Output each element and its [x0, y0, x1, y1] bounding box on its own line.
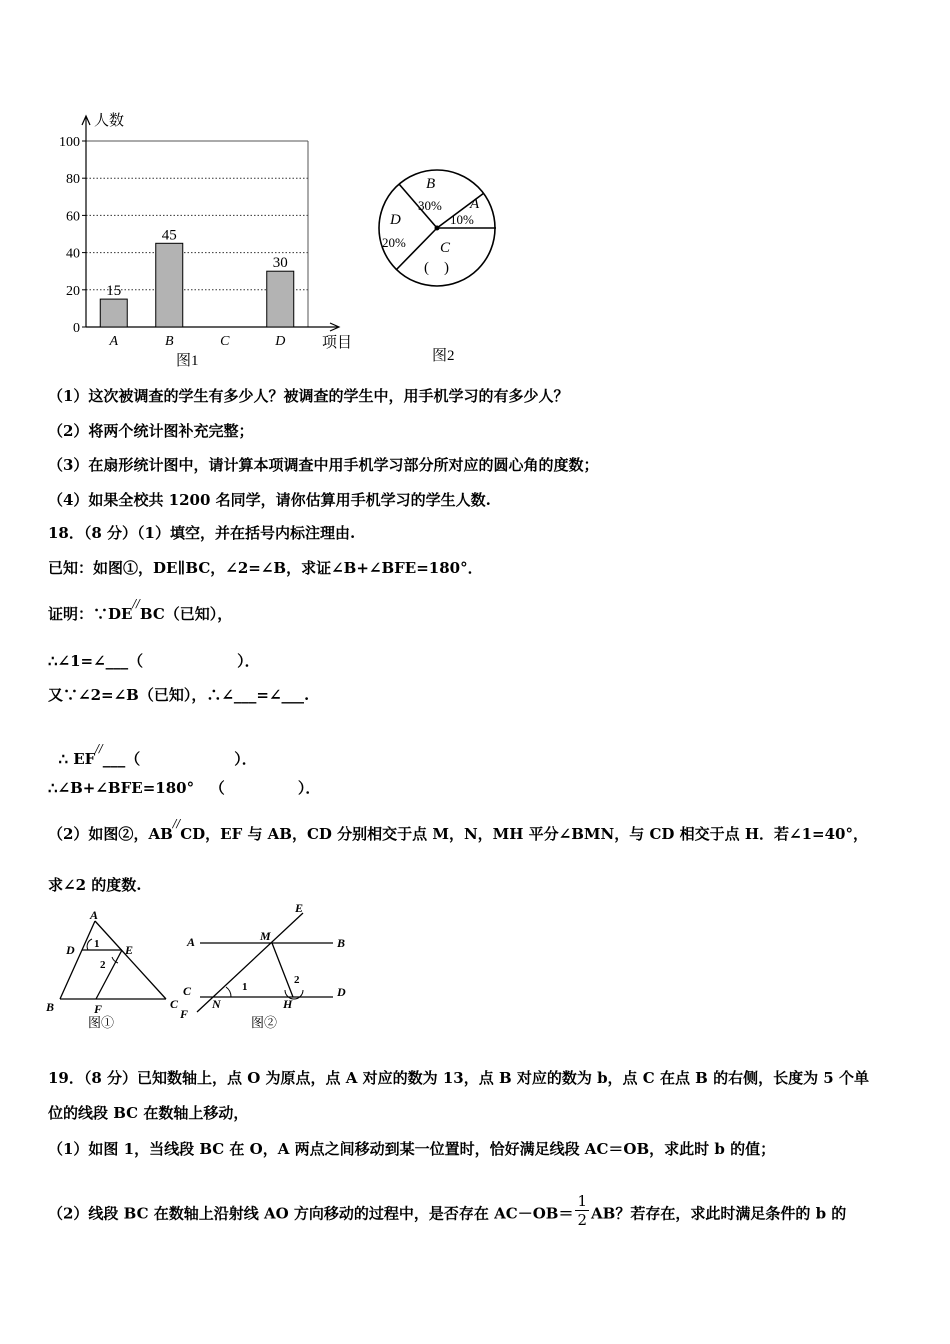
q18-part2 [48, 817, 868, 844]
fraction-numerator: 1 [577, 1192, 588, 1210]
pie-chart [370, 162, 505, 367]
q19-line2: 位的线段 BC 在数轴上移动， [48, 1104, 249, 1122]
angle-label-1: 1 [242, 981, 248, 993]
point-b: B [337, 936, 346, 950]
point-c: C [183, 984, 192, 998]
angle-label-1: 1 [94, 938, 100, 950]
step3-end: ___（ ）． [102, 750, 257, 768]
parallel-symbol: // [132, 597, 140, 610]
point-f: F [180, 1007, 189, 1021]
y-tick-label-100: 100 [59, 135, 80, 150]
geometry-figure-1 [40, 905, 190, 1035]
q19-line1: 19．（8 分）已知数轴上，点 O 为原点，点 A 对应的数为 13，点 B 对应的数为 b，点 C 在点 B 的右侧，长度为 5 个单 [48, 1069, 869, 1087]
q18-header: 18．（8 分）（1）填空，并在括号内标注理由. [48, 524, 356, 542]
q19-line4 [48, 1192, 847, 1233]
vertex-f: F [94, 1002, 103, 1016]
y-tick-label-80: 80 [66, 172, 80, 188]
side-ac [95, 921, 166, 999]
slice-label-c: C [440, 240, 451, 256]
category-label-b: B [164, 334, 174, 349]
angle-label-2: 2 [294, 974, 300, 986]
q17-part4: （4）如果全校共 1200 名同学，请你估算用手机学习的学生人数. [48, 491, 491, 509]
proof-start: 证明：∵DE [48, 605, 133, 623]
bar-value-label-b: 45 [161, 227, 177, 244]
vertex-a: A [90, 908, 99, 922]
bar-value-label-a: 15 [106, 283, 122, 300]
slice-label-a: A [470, 196, 480, 212]
angle-mark-1 [87, 939, 92, 950]
bar-chart [40, 105, 370, 370]
part2-end: CD，EF 与 AB，CD 分别相交于点 M，N，MH 平分∠BMN，与 CD 相交于点 H．若∠1=40°， [180, 825, 868, 843]
q18-part2-cont: 求∠2 的度数. [48, 876, 142, 894]
parallel-symbol: // [172, 817, 181, 830]
slice-pct-b: 30% [418, 198, 442, 213]
vertex-e: E [125, 943, 134, 957]
y-tick-label-20: 20 [66, 283, 80, 299]
bar-value-label-d: 30 [272, 255, 288, 272]
angle-mark-1 [226, 987, 231, 997]
x-axis-label: 项目 [322, 335, 353, 351]
q18-step4: ∴∠B+∠BFE=180° （ ）． [48, 779, 321, 797]
q19-line3: （1）如图 1，当线段 BC 在 O，A 两点之间移动到某一位置时，恰好满足线段 AC＝OB，求此时 b 的值； [48, 1140, 776, 1158]
category-label-d: D [275, 334, 286, 349]
q17-part3: （3）在扇形统计图中，请计算本项调查中用手机学习部分所对应的圆心角的度数； [48, 456, 599, 474]
angle-label-2: 2 [100, 959, 106, 971]
pie-center [435, 226, 440, 231]
point-m: M [260, 929, 271, 943]
fraction-half [575, 1192, 589, 1229]
figure-2-caption: 图② [251, 1015, 278, 1030]
y-tick-label-40: 40 [66, 246, 80, 262]
fraction-denominator: 2 [577, 1211, 588, 1229]
point-a: A [187, 935, 196, 949]
bar-a [100, 299, 127, 327]
point-n: N [212, 997, 221, 1011]
q17-part2: （2）将两个统计图补充完整； [48, 422, 254, 440]
proof-end: BC（已知）， [139, 605, 233, 623]
vertex-c: C [170, 997, 179, 1011]
point-e: E [295, 901, 304, 915]
y-tick-label-60: 60 [66, 209, 80, 225]
point-d: D [337, 985, 346, 999]
point-h: H [283, 997, 293, 1011]
figure-1-caption: 图① [88, 1015, 115, 1030]
segment-mh [272, 943, 293, 997]
pie-caption: 图2 [432, 348, 455, 364]
step3-start: ∴ EF [58, 750, 96, 768]
q18-step3 [48, 730, 257, 769]
vertex-d: D [66, 943, 75, 957]
chart-category-labels [108, 334, 285, 349]
chart-tick-labels [59, 135, 80, 336]
parallel-symbol: // [95, 742, 103, 755]
y-axis-label: 人数 [94, 113, 125, 129]
slice-pct-d: 20% [382, 235, 406, 250]
segment-ef [96, 950, 122, 999]
slice-label-b: B [426, 176, 436, 192]
category-label-c: C [220, 334, 230, 349]
bar-d [267, 271, 294, 327]
q18-proof-line [48, 597, 233, 624]
bar-b [156, 243, 183, 327]
slice-pct-a: 10% [450, 212, 474, 227]
y-tick-label-0: 0 [73, 321, 80, 336]
q19-line4-start: （2）线段 BC 在数轴上沿射线 AO 方向移动的过程中，是否存在 AC－OB＝ [48, 1204, 574, 1223]
vertex-b: B [46, 1000, 55, 1014]
part2-start: （2）如图②，AB [48, 825, 173, 843]
q18-step2: 又∵∠2=∠B（已知），∴∠___=∠___. [48, 686, 310, 704]
chart-bars [100, 227, 294, 327]
category-label-a: A [109, 334, 119, 349]
slice-pct-c: ( ) [424, 260, 449, 276]
q19-line4-end: AB？若存在，求此时满足条件的 b 的 [591, 1204, 847, 1223]
q17-part1: （1）这次被调查的学生有多少人？被调查的学生中，用手机学习的有多少人？ [48, 387, 569, 405]
q18-step1: ∴∠1=∠___（ ）． [48, 652, 260, 670]
side-ab [60, 921, 95, 999]
geometry-figure-2 [175, 900, 360, 1035]
slice-label-d: D [390, 212, 401, 228]
chart-caption: 图1 [176, 353, 199, 369]
q18-given: 已知：如图①，DE∥BC，∠2=∠B，求证∠B+∠BFE=180°． [48, 559, 483, 577]
